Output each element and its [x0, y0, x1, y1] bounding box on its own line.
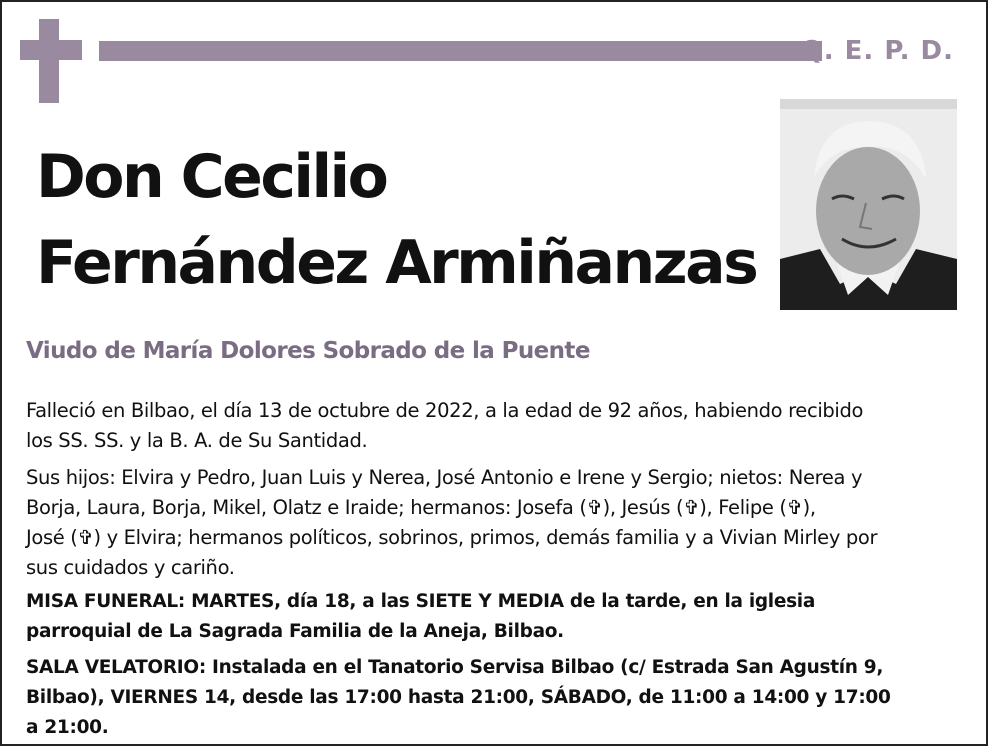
name-line-2: Fernández Armiñanzas: [36, 228, 757, 298]
portrait-photo: [780, 99, 957, 310]
portrait-icon: [780, 99, 957, 310]
cross-icon-horizontal: [20, 40, 82, 60]
widower-subtitle: Viudo de María Dolores Sobrado de la Puente: [26, 338, 590, 364]
name-line-1: Don Cecilio: [36, 142, 387, 212]
deceased-name: [36, 134, 776, 306]
qepd-label: Q. E. P. D.: [800, 36, 954, 66]
funeral-mass-paragraph: MISA FUNERAL: MARTES, día 18, a las SIETE Y MEDIA de la tarde, en la iglesia parroquial de La Sagrada Familia de la Aneja, Bilbao.: [26, 591, 816, 642]
cross-icon-vertical: [39, 19, 59, 103]
header-rule: [99, 41, 822, 61]
wake-room-paragraph: SALA VELATORIO: Instalada en el Tanatorio Servisa Bilbao (c/ Estrada San Agustín 9, Bilbao), VIERNES 14, desde las 17:00 hasta 21:00, SÁBADO, de 11:00 a 14:00 y 17:00 a 21:00.: [26, 657, 891, 738]
death-paragraph: Falleció en Bilbao, el día 13 de octubre de 2022, a la edad de 92 años, habiendo recibido los SS. SS. y la B. A. de Su Santidad.: [26, 399, 864, 452]
family-paragraph: Sus hijos: Elvira y Pedro, Juan Luis y Nerea, José Antonio e Irene y Sergio; nietos: Nerea y Borja, Laura, Borja, Mikel, Olatz e Iraide; hermanos: Josefa (✞), Jesús (✞), Felipe (✞), José (✞) y Elvira; hermanos políticos, sobrinos, primos, demás familia y a Vivian Mirley por sus cuidados y cariño.: [26, 466, 878, 579]
